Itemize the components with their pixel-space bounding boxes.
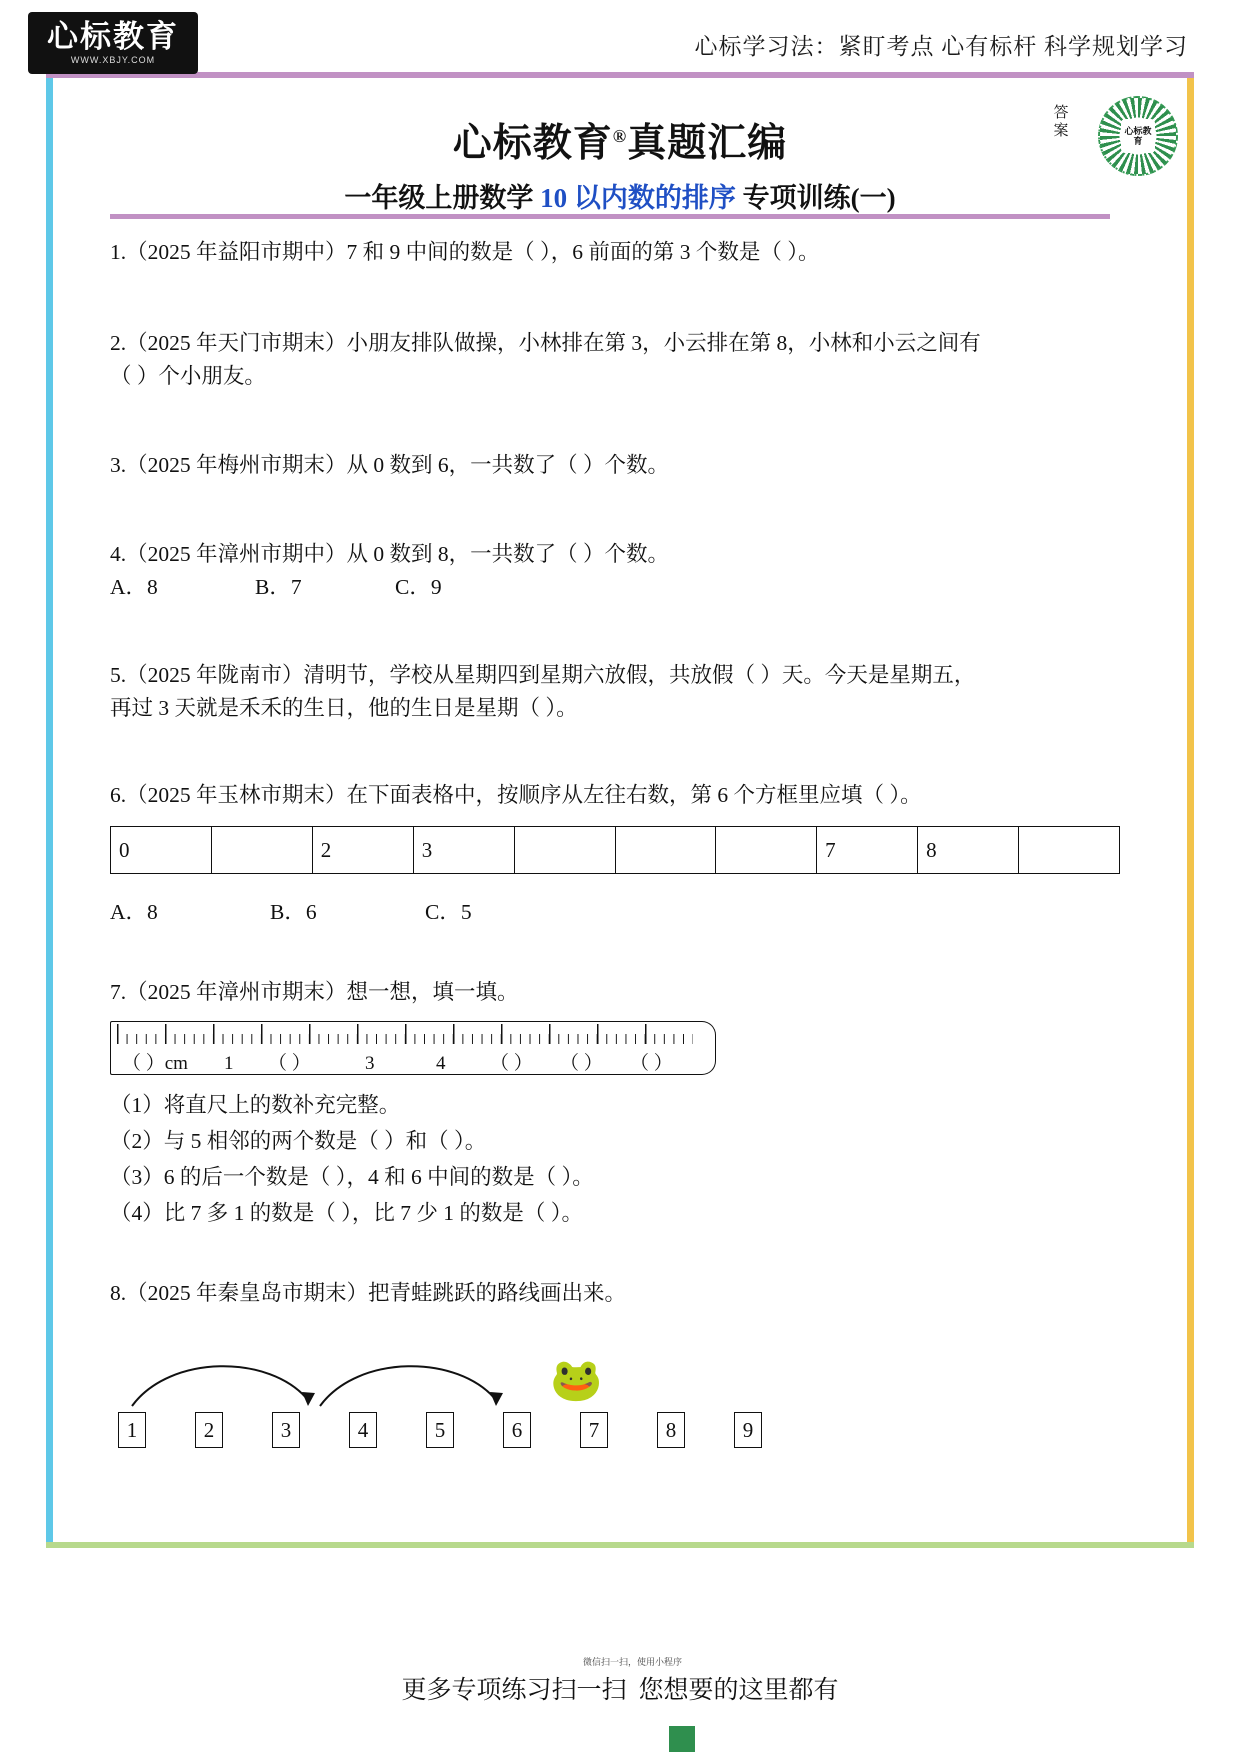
question-7-subitems (110, 1087, 1120, 1231)
answer-qr-icon[interactable] (1098, 96, 1178, 176)
ruler-labels (118, 1047, 698, 1073)
brand-url: WWW.XBJY.COM (70, 55, 156, 65)
answer-qr-label: 心标教育 (1124, 126, 1152, 146)
question-4 (110, 538, 1120, 603)
ruler-figure (110, 1021, 710, 1077)
question-7-sub-1: （1）将直尺上的数补充完整。 (110, 1093, 401, 1117)
question-7 (110, 976, 1120, 1231)
question-5-line-2: 再过 3 天就是禾禾的生日，他的生日是星期（ ）。 (110, 696, 578, 720)
question-5 (110, 659, 1120, 725)
number-box-9[interactable]: 9 (734, 1412, 762, 1448)
question-2 (110, 327, 1120, 393)
footer-qr-caption: 微信扫一扫，使用小程序 (582, 1657, 683, 1667)
ruler-label-7[interactable]: （ ） (630, 1053, 673, 1074)
frog-jump-figure (110, 1338, 870, 1458)
right-border-rail (1187, 72, 1194, 1542)
question-7-sub-3: （3）6 的后一个数是（ ），4 和 6 中间的数是（ ）。 (110, 1165, 594, 1189)
table-cell-4[interactable] (514, 827, 615, 874)
header-slogan: 心标学习法：紧盯考点 心有标杆 科学规划学习 (694, 34, 1188, 59)
number-box-5[interactable]: 5 (426, 1412, 454, 1448)
question-4-line-1: 4.（2025 年漳州市期中）从 0 数到 8，一共数了（ ）个数。 (110, 542, 670, 566)
question-6-option-c[interactable]: C．5 (425, 900, 472, 924)
question-6-options (110, 896, 1120, 928)
question-6 (110, 779, 1120, 928)
number-box-7[interactable]: 7 (580, 1412, 608, 1448)
footer (0, 1657, 1240, 1710)
question-1-line-1: 1.（2025 年益阳市期中）7 和 9 中间的数是（ ），6 前面的第 3 个数是（ ）。 (110, 240, 820, 264)
number-box-3[interactable]: 3 (272, 1412, 300, 1448)
ruler-label-5[interactable]: （ ） (490, 1053, 533, 1074)
number-box-4[interactable]: 4 (349, 1412, 377, 1448)
subtitle-prefix: 一年级上册数学 (344, 183, 534, 213)
table-cell-0[interactable]: 0 (111, 827, 212, 874)
question-2-line-2: （ ）个小朋友。 (110, 364, 266, 388)
question-8 (110, 1277, 1120, 1458)
registered-mark: ® (612, 126, 628, 146)
question-4-options (110, 571, 1120, 603)
bottom-border-rail (46, 1542, 1194, 1548)
question-4-option-b[interactable]: B．7 (255, 575, 302, 599)
question-1 (110, 236, 1120, 269)
question-5-line-1: 5.（2025 年陇南市）清明节，学校从星期四到星期六放假，共放假（ ）天。今天是星期五， (110, 663, 976, 687)
table-cell-8[interactable]: 8 (918, 827, 1019, 874)
ruler-label-3: 3 (365, 1053, 375, 1074)
number-box-1[interactable]: 1 (118, 1412, 146, 1448)
page-title-main: 心标教育 (452, 122, 613, 165)
question-7-sub-2: （2）与 5 相邻的两个数是（ ）和（ ）。 (110, 1129, 487, 1153)
table-cell-2[interactable]: 2 (312, 827, 413, 874)
title-divider (110, 214, 1110, 219)
table-cell-3[interactable]: 3 (413, 827, 514, 874)
top-border-rail (46, 72, 1194, 78)
number-box-row (118, 1412, 762, 1448)
question-6-number-table (110, 826, 1120, 874)
ruler-label-4: 4 (436, 1053, 446, 1074)
answer-badge: 答案 (1053, 105, 1069, 139)
table-cell-9[interactable] (1019, 827, 1120, 874)
question-4-option-a[interactable]: A．8 (110, 575, 158, 599)
question-6-option-a[interactable]: A．8 (110, 900, 158, 924)
ruler-major-ticks (117, 1024, 693, 1044)
number-box-2[interactable]: 2 (195, 1412, 223, 1448)
brand-logo (28, 12, 198, 74)
table-row (111, 827, 1120, 874)
question-3 (110, 449, 1120, 482)
page-subtitle (0, 176, 1240, 215)
ruler-label-1: 1 (224, 1053, 234, 1074)
question-7-line-1: 7.（2025 年漳州市期末）想一想，填一填。 (110, 980, 519, 1004)
question-2-line-1: 2.（2025 年天门市期末）小朋友排队做操，小林排在第 3，小云排在第 8，小林和小云之间有 (110, 331, 981, 355)
ruler-label-2[interactable]: （ ） (268, 1053, 311, 1074)
questions-container (110, 236, 1120, 1492)
table-cell-1[interactable] (211, 827, 312, 874)
number-box-8[interactable]: 8 (657, 1412, 685, 1448)
ruler-label-0[interactable]: （ ）cm (122, 1053, 188, 1074)
table-cell-5[interactable] (615, 827, 716, 874)
ruler-label-6[interactable]: （ ） (560, 1053, 603, 1074)
question-6-option-b[interactable]: B．6 (270, 900, 317, 924)
question-8-line-1: 8.（2025 年秦皇岛市期末）把青蛙跳跃的路线画出来。 (110, 1281, 627, 1305)
footer-left-text: 更多专项练习扫一扫 (401, 1677, 627, 1704)
brand-name: 心标教育 (47, 19, 179, 54)
table-cell-7[interactable]: 7 (817, 827, 918, 874)
ruler-right-brace (698, 1021, 716, 1075)
number-box-6[interactable]: 6 (503, 1412, 531, 1448)
question-3-line-1: 3.（2025 年梅州市期末）从 0 数到 6，一共数了（ ）个数。 (110, 453, 670, 477)
table-cell-6[interactable] (716, 827, 817, 874)
jump-arrows (110, 1348, 870, 1418)
question-7-sub-4: （4）比 7 多 1 的数是（ ），比 7 少 1 的数是（ ）。 (110, 1201, 584, 1225)
subtitle-topic: 10 以内数的排序 (540, 183, 736, 213)
question-6-line-1: 6.（2025 年玉林市期末）在下面表格中，按顺序从左往右数，第 6 个方框里应填（ ）。 (110, 783, 922, 807)
answer-qr-core (1121, 119, 1155, 153)
footer-right-text: 您想要的这里都有 (638, 1677, 839, 1704)
frog-icon: 🐸 (550, 1358, 603, 1404)
page-title-tail: 真题汇编 (627, 122, 788, 165)
left-border-rail (46, 72, 53, 1542)
question-4-option-c[interactable]: C．9 (395, 575, 442, 599)
subtitle-suffix: 专项训练(一) (742, 183, 896, 213)
